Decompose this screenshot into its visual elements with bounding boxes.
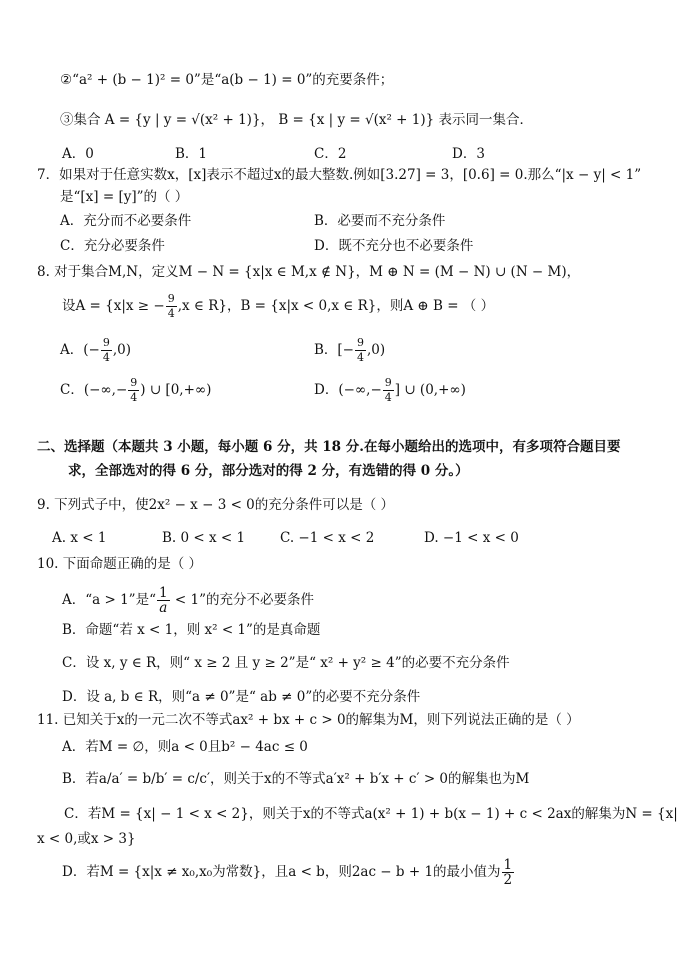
q10-option-d: D．设 a, b ∈ R，则“a ≠ 0”是“ ab ≠ 0”的必要不充分条件 [62,689,421,705]
q10-stem: 10. 下面命题正确的是（ ） [37,556,203,572]
q9-option-c: C. −1 < x < 2 [280,530,375,546]
q9-option-b: B. 0 < x < 1 [162,530,246,546]
q8-option-a: A．(− $\frac{9}{4}$ ,0) [60,336,131,364]
q8-option-d-fraction: $\frac{9}{4}$ [384,376,392,404]
q7-option-c: C．充分必要条件 [60,238,165,254]
q6-option-b: B．1 [175,146,208,162]
q8-option-d: D．(−∞,− $\frac{9}{4}$ ] ∪ (0,+∞) [314,376,466,404]
statement-2: ②“a² + (b − 1)² = 0”是“a(b − 1) = 0”的充要条件； [60,72,394,88]
q8-option-c: C．(−∞,− $\frac{9}{4}$ ) ∪ [0,+∞) [60,376,212,404]
q8-stem-line2-post: ,x ∈ R}，B = {x|x < 0,x ∈ R}，则A ⊕ B = （ ） [177,298,495,314]
q11-stem: 11. 已知关于x的一元二次不等式ax² + bx + c > 0的解集为M，则下列说法正确的是（ ） [37,712,580,728]
q10-option-c: C．设 x, y ∈ R，则“ x ≥ 2 且 y ≥ 2”是“ x² + y² ≥ 4”的必要不充分条件 [62,655,510,671]
q11-option-d-fraction: $\frac{1}{2}$ [503,857,513,888]
q7-option-b: B．必要而不充分条件 [314,213,446,229]
q11-option-a: A．若M = ∅，则a < 0且b² − 4ac ≤ 0 [62,739,308,755]
q7-stem-line2: 是“[x] = [y]”的（ ） [60,189,189,205]
statement-3: ③集合 A = {y | y = √(x² + 1)}， B = {x | y = √(x² + 1)} 表示同一集合． [60,112,534,128]
q7-option-a: A．充分而不必要条件 [60,213,192,229]
q9-option-d: D. −1 < x < 0 [424,530,519,546]
q11-option-c-line2: x < 0,或x > 3} [37,831,136,847]
section-2-heading-line1: 二、选择题（本题共 3 小题，每小题 6 分，共 18 分.在每小题给出的选项中，有多项符合题目要 [37,439,621,455]
q11-option-b: B．若a/a′ = b/b′ = c/c′，则关于x的不等式a′x² + b′x + c′ > 0的解集也为M [62,771,530,787]
q8-stem-line2 [62,292,494,321]
q7-option-d: D．既不充分也不必要条件 [314,238,474,254]
q8-stem-line1: 8. 对于集合M,N，定义M − N = {x|x ∈ M,x ∉ N}，M ⊕ N = (M − N) ∪ (N − M)， [37,264,581,280]
q8-stem-fraction: $\frac{9}{4}$ [167,292,175,320]
q8-option-b: B．[− $\frac{9}{4}$ ,0) [314,336,386,364]
q10-option-a-fraction: $\frac{1}{a}$ [159,585,168,616]
q9-stem: 9. 下列式子中，使2x² − x − 3 < 0的充分条件可以是（ ） [37,497,395,513]
q6-option-c: C．2 [314,146,347,162]
section-2-heading-line2: 求，全部选对的得 6 分，部分选对的得 2 分，有选错的得 0 分。） [68,463,469,479]
q11-option-d: D．若M = {x|x ≠ x₀,x₀为常数}，且a < b，则2ac − b + 1的最小值为 $\frac{1}{2}$ [62,857,513,888]
q8-option-c-fraction: $\frac{9}{4}$ [130,376,138,404]
q7-stem-line1: 7．如果对于任意实数x，[x]表示不超过x的最大整数.例如[3.27] = 3，[0.6] = 0.那么“|x − y| < 1” [37,167,642,183]
q9-option-a: A. x < 1 [52,530,107,546]
q6-option-d: D．3 [452,146,485,162]
q8-option-a-fraction: $\frac{9}{4}$ [102,336,110,364]
q10-option-a: A．“a > 1”是“ $\frac{1}{a}$ < 1”的充分不必要条件 [62,585,314,616]
q8-option-b-fraction: $\frac{9}{4}$ [357,336,364,364]
q11-option-c-line1: C．若M = {x| − 1 < x < 2}，则关于x的不等式a(x² + 1) + b(x − 1) + c < 2ax的解集为N = {x| [64,806,678,822]
q10-option-b: B．命题“若 x < 1，则 x² < 1”的是真命题 [62,622,321,638]
q8-stem-line2-pre: 设A = {x|x ≥ − [62,298,165,314]
q6-option-a: A．0 [62,146,94,162]
